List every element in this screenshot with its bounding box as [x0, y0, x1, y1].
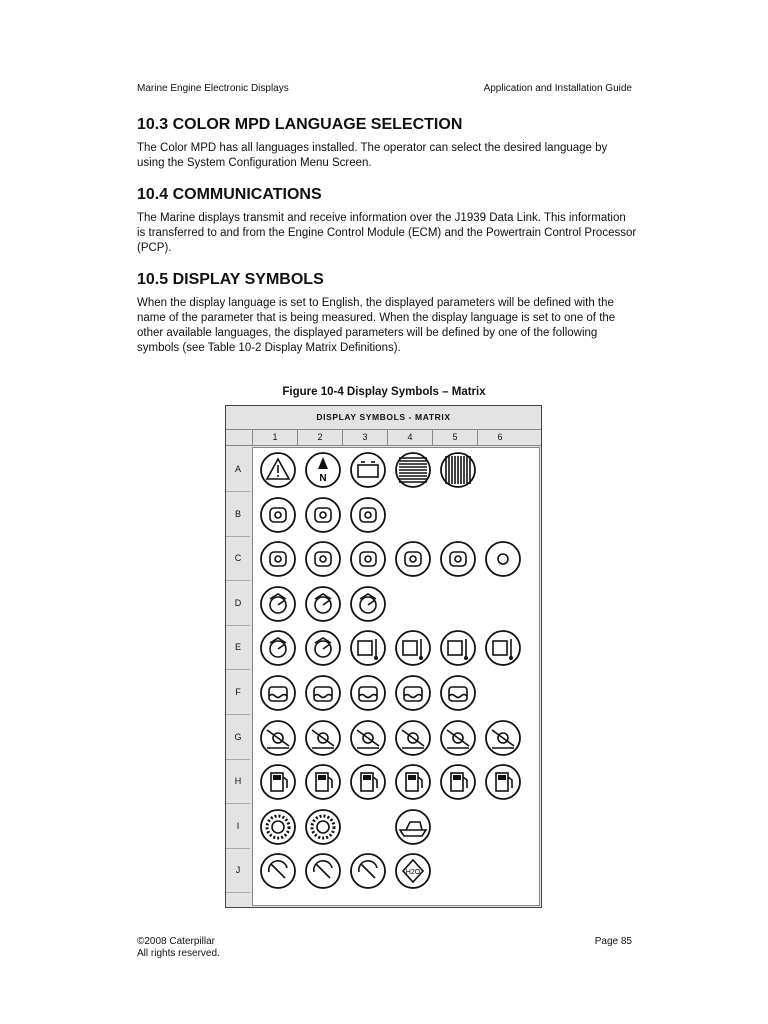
gear-oil-icon: [304, 808, 342, 846]
turbo-temp-2-icon: [304, 629, 342, 667]
footer-copyright-line: ©2008 Caterpillar: [137, 936, 215, 947]
engine-oil-level-icon: [349, 540, 387, 578]
matrix-column-2: 2: [297, 429, 342, 445]
section-10-3-heading: 10.3 COLOR MPD LANGUAGE SELECTION: [137, 116, 463, 133]
fuel-rate-icon: [349, 763, 387, 801]
fuel-delta-pressure-icon: [259, 763, 297, 801]
turbo-boost-pressure-icon: [304, 585, 342, 623]
engine-hours-icon: [259, 496, 297, 534]
oil-pressure-delta-icon: [484, 540, 522, 578]
section-10-4-body: The Marine displays transmit and receive information over the J1939 Data Link. This information is transferred to and from the Engine Control Module (ECM) and the Powertrain Control Processor (PCP).: [137, 212, 637, 254]
transmission-temp-1-icon: [349, 852, 387, 890]
footer-rights-line: All rights reserved.: [137, 948, 220, 959]
gear-a-icon: [259, 808, 297, 846]
matrix-row-E: E: [226, 625, 250, 670]
fuel-total-icon: [394, 763, 432, 801]
section-10-3-body: The Color MPD has all languages installed. The operator can select the desired language by using the System Configuration Menu Screen.: [137, 142, 608, 169]
matrix-row-A: A: [226, 447, 250, 492]
engine-oil-pressure-icon: [304, 540, 342, 578]
turbo-boost-icon: [259, 585, 297, 623]
engine-oil-temperature-icon: [439, 540, 477, 578]
footer-page-number: Page 85: [594, 936, 632, 947]
fuel-flow-icon: [484, 719, 522, 757]
matrix-grid: [252, 447, 540, 906]
compass-north-icon: [304, 451, 342, 489]
matrix-row-J: J: [226, 848, 250, 893]
transmission-temp-2-icon: [304, 852, 342, 890]
section-10-5-heading: 10.5 DISPLAY SYMBOLS: [137, 271, 324, 288]
footer-copyright: [137, 936, 220, 960]
fuel-level-icon: [304, 763, 342, 801]
exhaust-temp-icon: [394, 629, 432, 667]
matrix-row-D: D: [226, 581, 250, 626]
engine-oil-icon: [259, 540, 297, 578]
fuel-pressure-icon: [394, 719, 432, 757]
matrix-column-6: 6: [477, 429, 522, 445]
exhaust-temp-1-icon: [439, 629, 477, 667]
matrix-column-5: 5: [432, 429, 477, 445]
matrix-row-C: C: [226, 536, 250, 581]
engine-load-percent-icon: [349, 496, 387, 534]
aftercooler-temp-icon: [439, 674, 477, 712]
matrix-row-H: H: [226, 759, 250, 804]
intake-temp-icon: [349, 629, 387, 667]
vertical-stripes-icon: [439, 451, 477, 489]
fuel-temp-icon: [439, 719, 477, 757]
svg-text:N: N: [319, 473, 327, 484]
coolant-level-icon: [304, 674, 342, 712]
engine-oil-filter-icon: [394, 540, 432, 578]
matrix-row-F: F: [226, 670, 250, 715]
running-head-right: Application and Installation Guide: [483, 83, 632, 94]
section-10-4-heading: 10.4 COMMUNICATIONS: [137, 186, 322, 203]
running-head-left: Marine Engine Electronic Displays: [137, 83, 289, 94]
exhaust-temp-2-icon: [484, 629, 522, 667]
turbo-temp-icon: [259, 629, 297, 667]
warning-triangle-icon: [259, 451, 297, 489]
matrix-column-1: 1: [252, 429, 297, 445]
document-body: [137, 115, 637, 370]
battery-icon: [349, 451, 387, 489]
coolant-filter-icon: [394, 674, 432, 712]
coolant-temp-icon: [259, 674, 297, 712]
svg-text:H2O: H2O: [405, 869, 421, 877]
fuel-tank-icon: [484, 763, 522, 801]
matrix-row-B: B: [226, 492, 250, 537]
water-in-fuel-icon: [394, 852, 432, 890]
boat-speed-icon: [394, 808, 432, 846]
matrix-title: DISPLAY SYMBOLS - MATRIX: [226, 406, 541, 430]
fuel-injection-icon: [259, 719, 297, 757]
matrix-column-4: 4: [387, 429, 432, 445]
figure-title: Figure 10-4 Display Symbols – Matrix: [282, 386, 486, 398]
matrix-row-I: I: [226, 804, 250, 849]
matrix-column-3: 3: [342, 429, 387, 445]
horizontal-stripes-icon: [394, 451, 432, 489]
turbo-inlet-icon: [349, 585, 387, 623]
display-symbols-matrix: [225, 405, 542, 908]
fuel-economy-icon: [439, 763, 477, 801]
section-10-5-body: When the display language is set to English, the displayed parameters will be defined with the name of the parameter that is being measured. When the display language is set to one of the other available languages, the displayed parameters will be defined by one of the following symbols (see Table 10-2 Display Matrix Definitions).: [137, 297, 616, 354]
coolant-pressure-icon: [349, 674, 387, 712]
engine-rpm-icon: [304, 496, 342, 534]
matrix-row-G: G: [226, 715, 250, 760]
fuel-filter-icon: [349, 719, 387, 757]
fuel-rail-icon: [304, 719, 342, 757]
transmission-icon: [259, 852, 297, 890]
matrix-column-headers: [226, 429, 541, 446]
